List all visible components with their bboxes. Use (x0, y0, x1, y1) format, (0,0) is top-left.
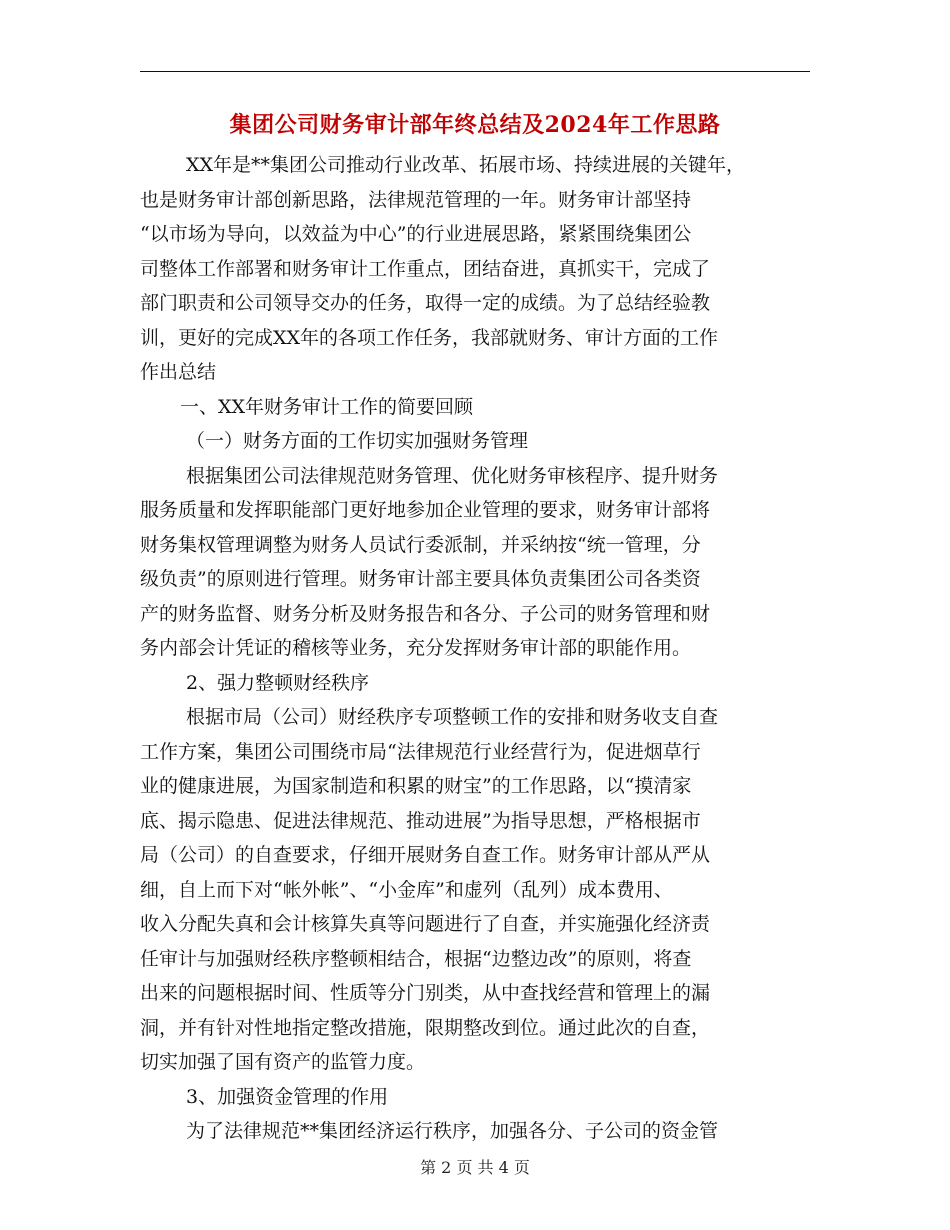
section-heading: 一、XX年财务审计工作的简要回顾 (180, 395, 474, 418)
paragraph-line: 司整体工作部署和财务审计工作重点，团结奋进，真抓实干，完成了 (140, 257, 711, 280)
paragraph-line: 也是财务审计部创新思路，法律规范管理的一年。财务审计部坚持 (140, 188, 692, 211)
paragraph-line: 任审计与加强财经秩序整顿相结合，根据“边整边改”的原则，将查 (140, 947, 692, 970)
document-body (140, 148, 812, 1149)
subsection-heading: 2、强力整顿财经秩序 (186, 671, 370, 694)
paragraph-line: 出来的问题根据时间、性质等分门别类，从中查找经营和管理上的漏 (140, 982, 711, 1004)
paragraph-line: 细，自上而下对“帐外帐”、“小金库”和虚列（乱列）成本费用、 (140, 878, 673, 901)
paragraph-line: 训，更好的完成XX年的各项工作任务，我部就财务、审计方面的工作 (140, 326, 719, 349)
paragraph-line: 部门职责和公司领导交办的任务，取得一定的成绩。为了总结经验教 (140, 292, 711, 314)
paragraph-line: 作出总结 (140, 361, 217, 383)
paragraph-line: 切实加强了国有资产的监管力度。 (140, 1051, 426, 1073)
paragraph-line: 服务质量和发挥职能部门更好地参加企业管理的要求，财务审计部将 (140, 499, 711, 521)
paragraph-line: 务内部会计凭证的稽核等业务，充分发挥财务审计部的职能作用。 (140, 637, 692, 659)
paragraph-line: 根据集团公司法律规范财务管理、优化财务审核程序、提升财务 (186, 464, 719, 487)
header-rule (140, 71, 810, 72)
paragraph-line: 工作方案，集团公司围绕市局“法律规范行业经营行为，促进烟草行 (140, 740, 701, 763)
paragraph-line: 财务集权管理调整为财务人员试行委派制，并采纳按“统一管理，分 (140, 533, 701, 556)
paragraph-line: 为了法律规范**集团经济运行秩序，加强各分、子公司的资金管 (186, 1120, 719, 1142)
document-title: 集团公司财务审计部年终总结及2024年工作思路 (229, 112, 721, 138)
page-number: 第 2 页 共 4 页 (420, 1158, 530, 1177)
paragraph-line: XX年是**集团公司推动行业改革、拓展市场、持续进展的关键年， (186, 154, 746, 176)
paragraph-line: 业的健康进展，为国家制造和积累的财宝”的工作思路，以“摸清家 (140, 775, 692, 797)
paragraph-line: “以市场为导向，以效益为中心”的行业进展思路，紧紧围绕集团公 (140, 223, 692, 245)
paragraph-line: 局（公司）的自查要求，仔细开展财务自查工作。财务审计部从严从 (140, 844, 711, 866)
paragraph-line: 底、揭示隐患、促进法律规范、推动进展”为指导思想，严格根据市 (140, 809, 701, 832)
paragraph-line: 收入分配失真和会计核算失真等问题进行了自查，并实施强化经济责 (140, 913, 711, 935)
paragraph-line: 根据市局（公司）财经秩序专项整顿工作的安排和财务收支自查 (186, 706, 719, 728)
paragraph-line: 洞，并有针对性地指定整改措施，限期整改到位。通过此次的自查， (140, 1016, 711, 1039)
paragraph-line: 级负责”的原则进行管理。财务审计部主要具体负责集团公司各类资 (140, 568, 701, 590)
paragraph-line: 产的财务监督、财务分析及财务报告和各分、子公司的财务管理和财 (140, 602, 711, 625)
subsection-heading: （一）财务方面的工作切实加强财务管理 (186, 430, 529, 452)
subsection-heading: 3、加强资金管理的作用 (186, 1085, 389, 1108)
